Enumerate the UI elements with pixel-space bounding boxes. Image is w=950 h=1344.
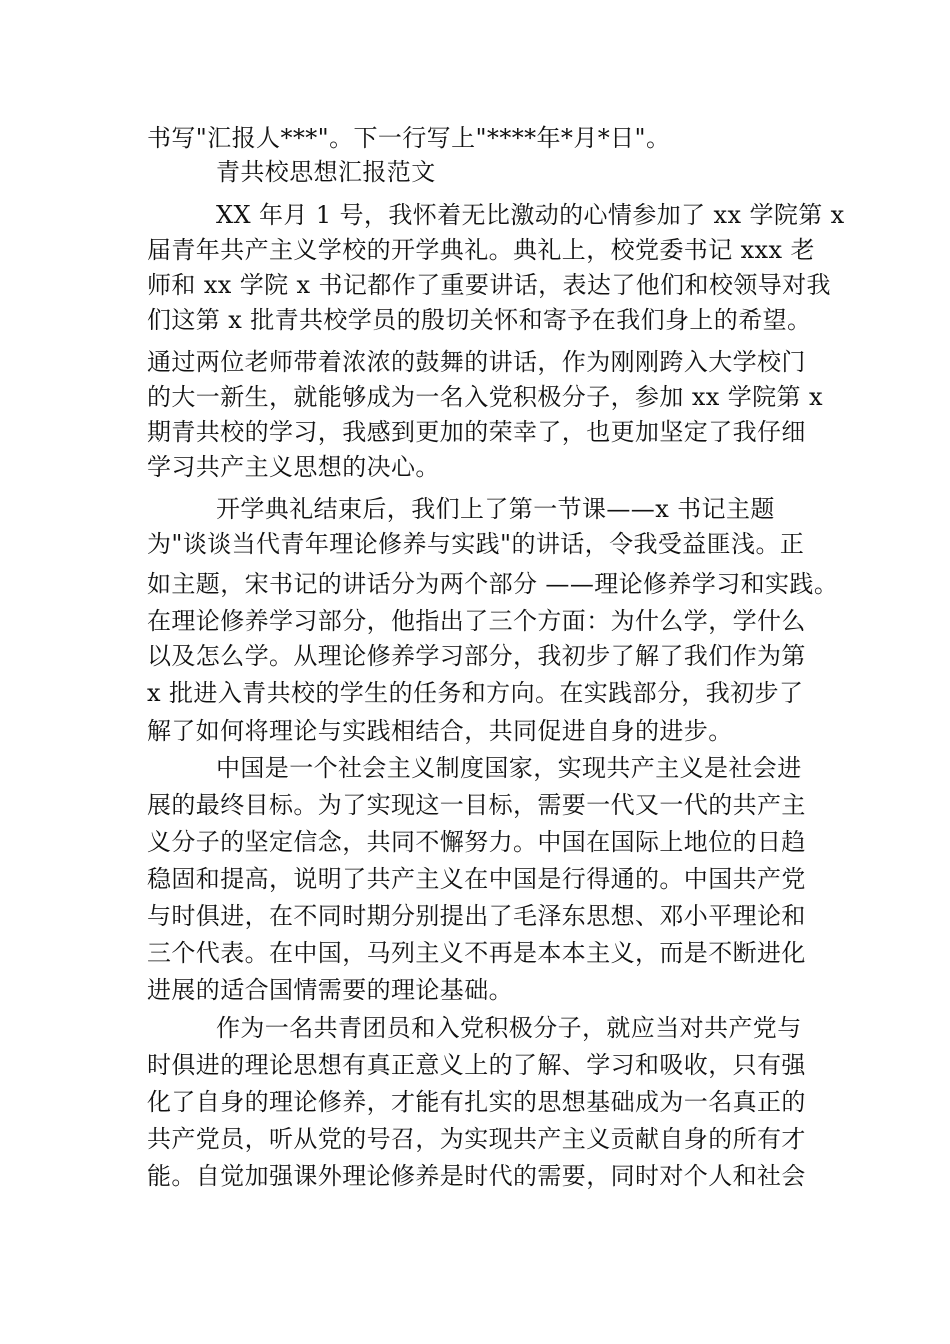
text-line: 能。自觉加强课外理论修养是时代的需要，同时对个人和社会 [147,1162,806,1190]
text-line: 为"谈谈当代青年理论修养与实践"的讲话，令我受益匪浅。正 [147,530,805,558]
text-line: 师和 xx 学院 x 书记都作了重要讲话，表达了他们和校领导对我 [147,271,831,299]
text-line: 学习共产主义思想的决心。 [147,453,440,481]
text-line: 们这第 x 批青共校学员的殷切关怀和寄予在我们身上的希望。 [147,306,812,334]
section-title: 青共校思想汇报范文 [216,158,436,186]
text-line: 书写"汇报人***"。下一行写上"****年*月*日"。 [147,124,671,152]
text-line: 进展的适合国情需要的理论基础。 [147,976,513,1004]
text-line: 通过两位老师带着浓浓的鼓舞的讲话，作为刚刚跨入大学校门 [147,348,806,376]
text-line: 的大一新生，就能够成为一名入党积极分子，参加 xx 学院第 x [147,383,823,411]
text-line: 解了如何将理论与实践相结合，共同促进自身的进步。 [147,717,733,745]
text-line: 展的最终目标。为了实现这一目标，需要一代又一代的共产主 [147,791,806,819]
text-line: 共产党员，听从党的号召，为实现共产主义贡献自身的所有才 [147,1125,806,1153]
text-line: 稳固和提高，说明了共产主义在中国是行得通的。中国共产党 [147,865,806,893]
text-line: 中国是一个社会主义制度国家，实现共产主义是社会进 [216,754,802,782]
text-line: 届青年共产主义学校的开学典礼。典礼上，校党委书记 xxx 老 [147,236,815,264]
text-line: 三个代表。在中国，马列主义不再是本本主义，而是不断进化 [147,939,806,967]
text-line: 如主题，宋书记的讲话分为两个部分 ——理论修养学习和实践。 [147,570,839,598]
text-line: 义分子的坚定信念，共同不懈努力。中国在国际上地位的日趋 [147,828,806,856]
text-line: 时俱进的理论思想有真正意义上的了解、学习和吸收，只有强 [147,1051,806,1079]
text-line: 化了自身的理论修养，才能有扎实的思想基础成为一名真正的 [147,1088,806,1116]
text-line: x 批进入青共校的学生的任务和方向。在实践部分，我初步了 [147,679,804,707]
text-line: 在理论修养学习部分，他指出了三个方面：为什么学，学什么 [147,607,806,635]
text-line: 作为一名共青团员和入党积极分子，就应当对共产党与 [216,1014,802,1042]
text-line: 以及怎么学。从理论修养学习部分，我初步了解了我们作为第 [147,642,806,670]
text-line: 期青共校的学习，我感到更加的荣幸了，也更加坚定了我仔细 [147,418,806,446]
text-line: XX 年月 1 号，我怀着无比激动的心情参加了 xx 学院第 x [216,201,845,229]
text-line: 开学典礼结束后，我们上了第一节课——x 书记主题 [216,495,775,523]
text-line: 与时俱进，在不同时期分别提出了毛泽东思想、邓小平理论和 [147,902,806,930]
